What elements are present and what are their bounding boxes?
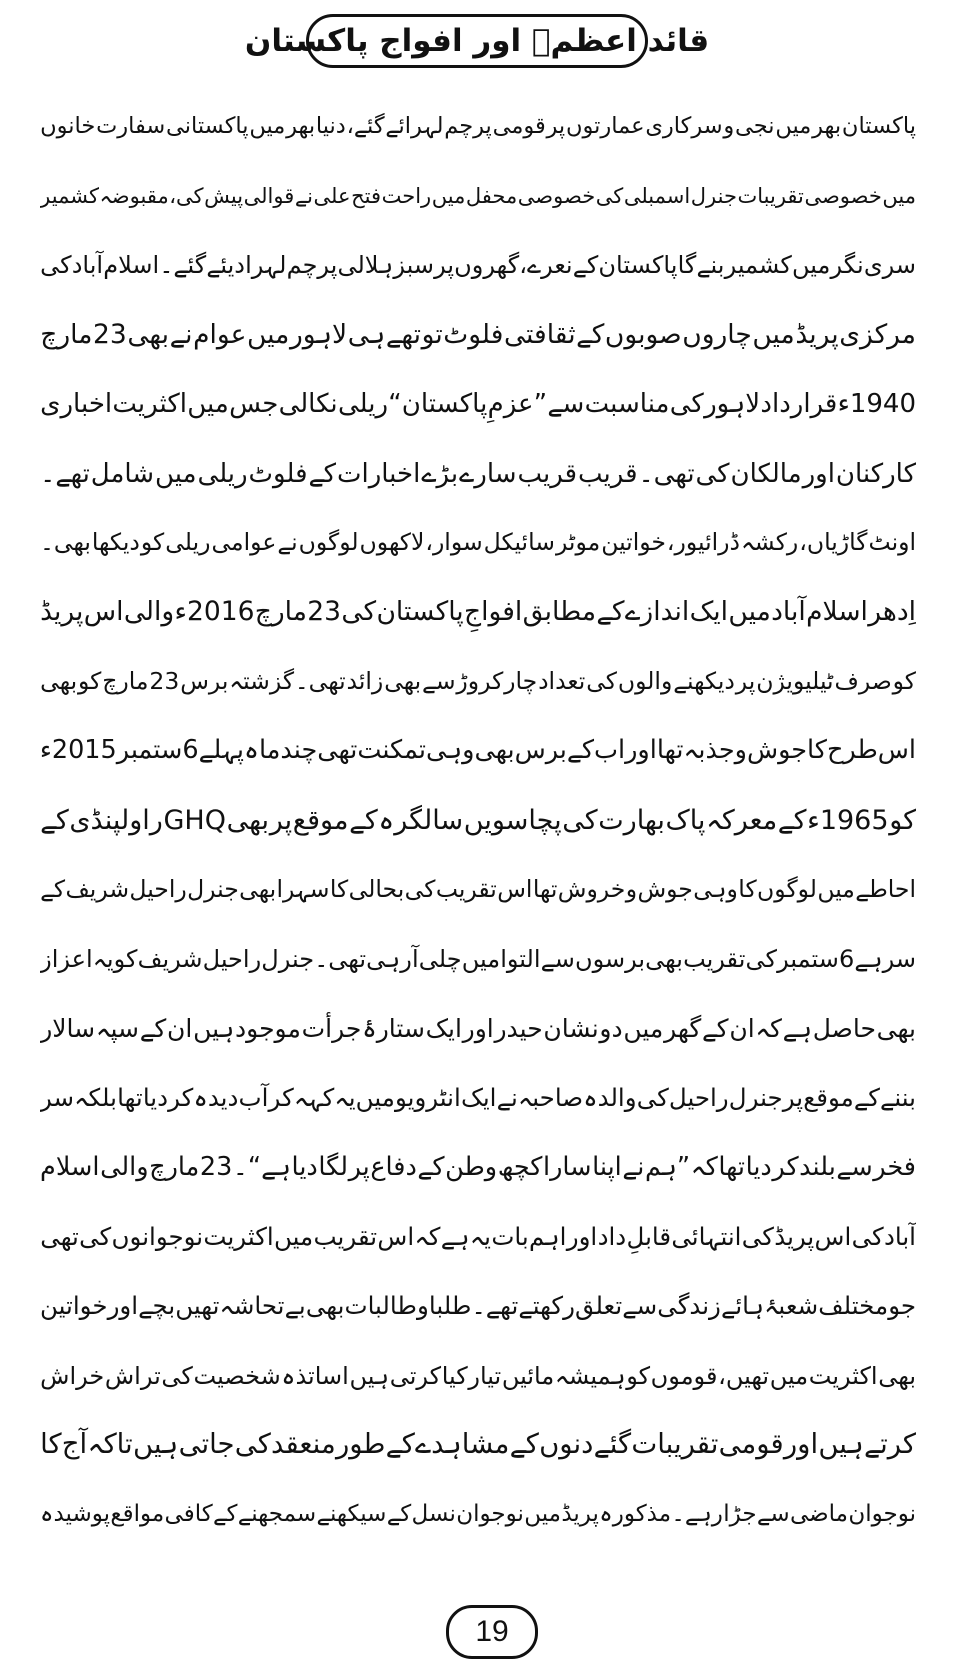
text-line: پاکستان بھر میں نجی و سرکاری عمارتوں پر قومی پرچم لہرائے گئے، دنیا بھر میں پاکستانی سفارت خانوں <box>40 113 916 140</box>
text-line: میں خصوصی تقریبات جنرل اسمبلی کی خصوصی محفل میں راحت فتح علی نے قوالی پیش کی، مقبوضہ کشمیر <box>40 183 916 208</box>
text-line: فخر سے بلند کر دیا تھا کہ ”ہم نے اپنا سارا کچھ وطن کے دفاع پر لگا دیا ہے“۔ 23 مارچ والی اسلام <box>40 1151 916 1182</box>
text-line: آباد کی اس پریڈ کی انتہائی قابلِ داد اور اہم بات یہ ہے کہ اس تقریب میں اکثریت نوجوانوں کی تھی <box>40 1221 916 1251</box>
text-line: جو مختلف شعبۂ ہائے زندگی سے تعلق رکھتے تھے۔ طلبا و طالبات بھی بے تحاشہ تھیں بچے اور خواتین <box>40 1291 916 1321</box>
text-line: کارکنان اور مالکان کی تھی۔ قریب قریب سارے بڑے اخبارات کے فلوٹ ریلی میں شامل تھے۔ <box>40 458 916 489</box>
text-line: بھی اکثریت میں تھیں، قوموں کو ہمیشہ مائیں تیار کیا کرتی ہیں اساتذہ شخصیت کی تراش خراش <box>40 1361 916 1390</box>
text-line: بننے کے موقع پر جنرل راحیل کی والدہ صاحبہ نے ایک انٹرویو میں یہ کہہ کر آب دیدہ کر دیا تھا بلکہ سر <box>40 1082 916 1112</box>
chapter-title: قائد اعظمؒ اور افواج پاکستان <box>244 22 710 59</box>
text-line: کو 1965ء کے معرکہ پاک بھارت کی پچاسویں سالگرہ کے موقع پر بھی GHQ راولپنڈی کے <box>40 805 916 837</box>
text-line: اس طرح کا جوش و جذبہ تھا اور اب کے برس بھی وہی تمکنت تھی چند ماہ پہلے 6 ستمبر 2015ء <box>40 735 916 766</box>
text-line: کرتے ہیں اور قومی تقریبات گئے دنوں کے مشاہدے کے طور منعقد کی جاتی ہیں تاکہ آج کا <box>40 1428 916 1461</box>
text-line: نوجوان ماضی سے جڑا رہے۔ مذکورہ پریڈ میں نوجوان نسل کے سیکھنے سمجھنے کے کافی مواقع پوشیدہ <box>40 1501 916 1527</box>
text-line: اونٹ گاڑیاں، رکشہ ڈرائیور، خواتین موٹر سائیکل سوار، لاکھوں لوگوں نے عوامی ریلی کو دیکھا بھی۔ <box>40 528 916 557</box>
text-line: اِدھر اسلام آباد میں ایک اندازے کے مطابق افواجِ پاکستان کی 23 مارچ 2016ء والی اس پریڈ <box>40 596 916 628</box>
page-number-frame <box>446 1605 538 1659</box>
page-number: 19 <box>475 1615 509 1648</box>
text-line: احاطے میں لوگوں کا وہی جوش و خروش تھا اس تقریب کی بحالی کا سہرا بھی جنرل راحیل شریف کے <box>40 875 916 904</box>
text-line: مرکزی پریڈ میں چاروں صوبوں کے ثقافتی فلوٹ تو تھے ہی لاہور میں عوام نے بھی 23 مارچ <box>40 318 916 350</box>
text-line: 1940ء قرارداد لاہور کی مناسبت سے ”عزمِ پاکستان“ ریلی نکالی جس میں اکثریت اخباری <box>40 389 916 420</box>
body-text <box>40 92 916 1549</box>
text-line: سری نگر میں کشمیر بنے گا پاکستان کے نعرے، گھروں پر سبز ہلالی پرچم لہرا دیئے گئے۔ اسلام آباد کی <box>40 251 916 280</box>
running-header <box>244 14 710 68</box>
text-line: سر ہے 6 ستمبر کی تقریب بھی برسوں سے التوا میں چلی آ رہی تھی۔ جنرل راحیل شریف کو یہ اعزاز <box>40 945 916 974</box>
text-line: کو صرف ٹیلیویژن پر دیکھنے والوں کی تعداد چار کروڑ سے بھی زائد تھی۔ گزشتہ برس 23 مارچ کو بھی <box>40 667 916 696</box>
text-line: بھی حاصل ہے کہ ان کے گھر میں دو نشان حیدر اور ایک ستارۂ جرأت موجود ہیں ان کے سپہ سالار <box>40 1014 916 1044</box>
